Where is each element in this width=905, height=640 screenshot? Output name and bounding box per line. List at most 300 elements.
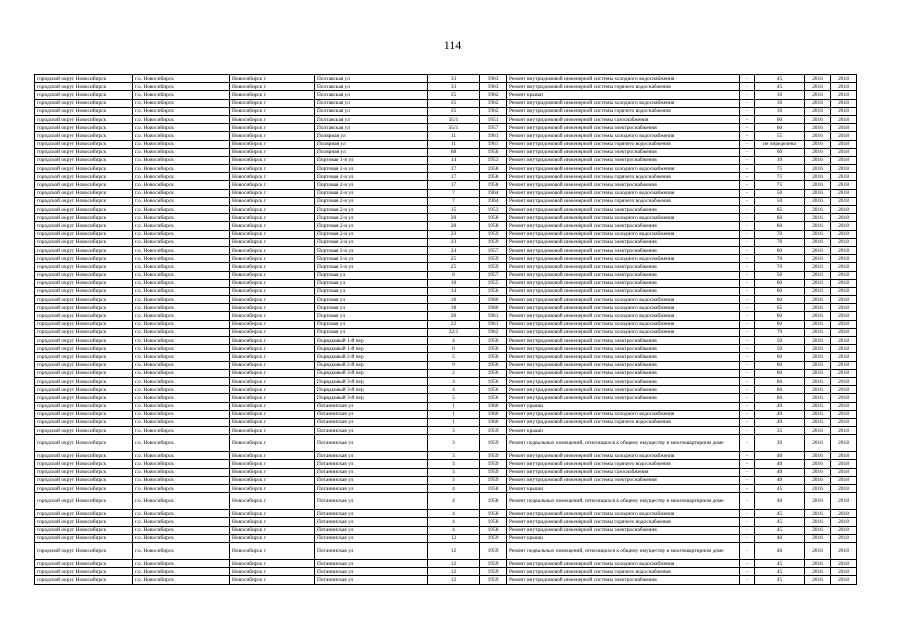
cell-dash: -	[740, 83, 755, 91]
cell-year-to: 2018	[831, 140, 857, 148]
cell-municipality: г.о. Новосибирск	[133, 107, 230, 115]
cell-municipal-district: городской округ Новосибирск	[35, 542, 133, 559]
cell-year-from: 2016	[805, 320, 831, 328]
cell-work-type: Ремонт подвальных помещений, относящихся к общему имуществу в многоквартирном доме	[507, 493, 740, 510]
cell-year-to: 2018	[831, 124, 857, 132]
cell-year-built: 1956	[480, 386, 507, 394]
cell-year-built: 1960	[480, 418, 507, 426]
cell-street: Потанинская ул	[315, 460, 428, 468]
cell-street: Полтавская ул	[315, 115, 428, 123]
cell-dash: -	[740, 271, 755, 279]
cell-year-built: 1958	[480, 165, 507, 173]
cell-locality: Новосибирск г	[230, 493, 315, 510]
table-row	[35, 418, 857, 426]
cell-cost: 39	[755, 435, 805, 452]
cell-municipal-district: городской округ Новосибирск	[35, 115, 133, 123]
cell-street: Потанинская ул	[315, 568, 428, 576]
cell-municipality: г.о. Новосибирск	[133, 246, 230, 254]
cell-work-type: Ремонт внутридомовой инженерной системы холодного водоснабжения	[507, 214, 740, 222]
cell-work-type: Ремонт внутридомовой инженерной системы электроснабжения	[507, 263, 740, 271]
cell-year-from: 2016	[805, 230, 831, 238]
cell-street: Порядковый 1-й пер	[315, 345, 428, 353]
cell-cost: 75	[755, 165, 805, 173]
cell-work-type: Ремонт крыши	[507, 485, 740, 493]
cell-locality: Новосибирск г	[230, 165, 315, 173]
cell-year-built: 1959	[480, 263, 507, 271]
cell-street: Портовая 2-я ул	[315, 263, 428, 271]
cell-year-built: 1959	[480, 568, 507, 576]
cell-locality: Новосибирск г	[230, 99, 315, 107]
cell-dash: -	[740, 263, 755, 271]
cell-year-to: 2018	[831, 197, 857, 205]
cell-municipal-district: городской округ Новосибирск	[35, 402, 133, 410]
cell-municipality: г.о. Новосибирск	[133, 427, 230, 435]
cell-cost: 60	[755, 296, 805, 304]
cell-house-number: 25	[428, 263, 480, 271]
cell-municipal-district: городской округ Новосибирск	[35, 304, 133, 312]
cell-cost: 40	[755, 493, 805, 510]
cell-house-number: 25	[428, 255, 480, 263]
cell-street: Порядковый 1-й пер	[315, 337, 428, 345]
cell-street: Портовая 2-я ул	[315, 189, 428, 197]
cell-year-from: 2016	[805, 410, 831, 418]
cell-cost: 70	[755, 255, 805, 263]
table-row	[35, 328, 857, 336]
cell-year-to: 2018	[831, 542, 857, 559]
cell-locality: Новосибирск г	[230, 238, 315, 246]
cell-year-to: 2018	[831, 255, 857, 263]
cell-street: Потанинская ул	[315, 435, 428, 452]
cell-house-number: 20	[428, 312, 480, 320]
cell-street: Порядковый 2-й пер	[315, 361, 428, 369]
cell-municipal-district: городской округ Новосибирск	[35, 271, 133, 279]
cell-locality: Новосибирск г	[230, 435, 315, 452]
cell-municipality: г.о. Новосибирск	[133, 345, 230, 353]
cell-year-to: 2018	[831, 238, 857, 246]
table-body	[35, 75, 857, 585]
cell-dash: -	[740, 460, 755, 468]
cell-house-number: 3	[428, 468, 480, 476]
cell-municipality: г.о. Новосибирск	[133, 435, 230, 452]
cell-cost: 10	[755, 107, 805, 115]
cell-locality: Новосибирск г	[230, 345, 315, 353]
cell-year-to: 2018	[831, 312, 857, 320]
cell-year-built: 1959	[480, 238, 507, 246]
cell-locality: Новосибирск г	[230, 107, 315, 115]
cell-dash: -	[740, 107, 755, 115]
cell-work-type: Ремонт внутридомовой инженерной системы холодного водоснабжения	[507, 320, 740, 328]
cell-dash: -	[740, 345, 755, 353]
cell-house-number: 8	[428, 271, 480, 279]
cell-work-type: Ремонт внутридомовой инженерной системы горячего водоснабжения	[507, 418, 740, 426]
cell-locality: Новосибирск г	[230, 156, 315, 164]
cell-cost: 40	[755, 476, 805, 484]
cell-street: Портовая 2-я ул	[315, 206, 428, 214]
cell-house-number: 3	[428, 427, 480, 435]
cell-work-type: Ремонт внутридомовой инженерной системы холодного водоснабжения	[507, 559, 740, 567]
cell-locality: Новосибирск г	[230, 559, 315, 567]
cell-year-to: 2018	[831, 493, 857, 510]
table-row	[35, 99, 857, 107]
cell-dash: -	[740, 189, 755, 197]
cell-municipal-district: городской округ Новосибирск	[35, 246, 133, 254]
cell-locality: Новосибирск г	[230, 115, 315, 123]
cell-year-to: 2018	[831, 91, 857, 99]
cell-house-number: 68	[428, 148, 480, 156]
cell-municipal-district: городской округ Новосибирск	[35, 510, 133, 518]
cell-year-built: 1956	[480, 361, 507, 369]
cell-year-to: 2018	[831, 75, 857, 83]
cell-municipality: г.о. Новосибирск	[133, 377, 230, 385]
cell-municipal-district: городской округ Новосибирск	[35, 75, 133, 83]
table-row	[35, 189, 857, 197]
cell-municipality: г.о. Новосибирск	[133, 206, 230, 214]
cell-year-built: 1956	[480, 353, 507, 361]
cell-street: Потанинская ул	[315, 542, 428, 559]
cell-house-number: 12	[428, 534, 480, 542]
cell-municipal-district: городской округ Новосибирск	[35, 418, 133, 426]
cell-dash: -	[740, 518, 755, 526]
cell-year-from: 2016	[805, 263, 831, 271]
cell-year-to: 2018	[831, 206, 857, 214]
cell-municipal-district: городской округ Новосибирск	[35, 132, 133, 140]
cell-house-number: 3	[428, 452, 480, 460]
cell-dash: -	[740, 476, 755, 484]
cell-locality: Новосибирск г	[230, 386, 315, 394]
cell-work-type: Ремонт внутридомовой инженерной системы электроснабжения	[507, 526, 740, 534]
cell-work-type: Ремонт внутридомовой инженерной системы горячего водоснабжения	[507, 173, 740, 181]
cell-year-built: 1961	[480, 132, 507, 140]
cell-municipal-district: городской округ Новосибирск	[35, 279, 133, 287]
cell-cost: 50	[755, 271, 805, 279]
cell-work-type: Ремонт крыши	[507, 534, 740, 542]
cell-locality: Новосибирск г	[230, 542, 315, 559]
cell-street: Портовая ул	[315, 287, 428, 295]
cell-year-to: 2018	[831, 337, 857, 345]
cell-year-from: 2016	[805, 361, 831, 369]
cell-municipal-district: городской округ Новосибирск	[35, 493, 133, 510]
table-row	[35, 353, 857, 361]
cell-dash: -	[740, 115, 755, 123]
cell-dash: -	[740, 576, 755, 584]
cell-dash: -	[740, 542, 755, 559]
cell-year-from: 2016	[805, 279, 831, 287]
cell-dash: -	[740, 568, 755, 576]
cell-house-number: 23	[428, 238, 480, 246]
cell-locality: Новосибирск г	[230, 534, 315, 542]
table-row	[35, 124, 857, 132]
table-row	[35, 510, 857, 518]
cell-dash: -	[740, 493, 755, 510]
table-row	[35, 156, 857, 164]
cell-year-built: 1962	[480, 91, 507, 99]
cell-cost: 60	[755, 377, 805, 385]
table-row	[35, 83, 857, 91]
cell-municipality: г.о. Новосибирск	[133, 402, 230, 410]
cell-dash: -	[740, 124, 755, 132]
cell-work-type: Ремонт внутридомовой инженерной системы газоснабжения	[507, 115, 740, 123]
cell-year-to: 2018	[831, 427, 857, 435]
cell-cost: 70	[755, 328, 805, 336]
cell-municipal-district: городской округ Новосибирск	[35, 165, 133, 173]
cell-dash: -	[740, 296, 755, 304]
cell-year-to: 2018	[831, 518, 857, 526]
cell-year-built: 1958	[480, 526, 507, 534]
cell-year-from: 2016	[805, 468, 831, 476]
cell-municipality: г.о. Новосибирск	[133, 255, 230, 263]
cell-house-number: 2	[428, 369, 480, 377]
table-row	[35, 568, 857, 576]
cell-municipal-district: городской округ Новосибирск	[35, 189, 133, 197]
cell-year-built: 1960	[480, 296, 507, 304]
cell-locality: Новосибирск г	[230, 518, 315, 526]
cell-locality: Новосибирск г	[230, 83, 315, 91]
table-row	[35, 255, 857, 263]
cell-locality: Новосибирск г	[230, 91, 315, 99]
cell-year-built: 1959	[480, 576, 507, 584]
cell-work-type: Ремонт внутридомовой инженерной системы горячего водоснабжения	[507, 107, 740, 115]
cell-house-number: 24	[428, 246, 480, 254]
table-row	[35, 369, 857, 377]
cell-municipality: г.о. Новосибирск	[133, 173, 230, 181]
cell-year-built: 1959	[480, 559, 507, 567]
cell-work-type: Ремонт внутридомовой инженерной системы электроснабжения	[507, 361, 740, 369]
cell-municipality: г.о. Новосибирск	[133, 526, 230, 534]
cell-work-type: Ремонт подвальных помещений, относящихся к общему имуществу в многоквартирном доме	[507, 542, 740, 559]
cell-municipal-district: городской округ Новосибирск	[35, 124, 133, 132]
cell-cost: 50	[755, 337, 805, 345]
cell-year-from: 2016	[805, 337, 831, 345]
table-row	[35, 140, 857, 148]
cell-work-type: Ремонт внутридомовой инженерной системы холодного водоснабжения	[507, 304, 740, 312]
cell-year-built: 1957	[480, 246, 507, 254]
cell-cost: 55	[755, 132, 805, 140]
cell-year-from: 2016	[805, 435, 831, 452]
cell-year-to: 2018	[831, 361, 857, 369]
cell-work-type: Ремонт внутридомовой инженерной системы электроснабжения	[507, 377, 740, 385]
cell-year-from: 2016	[805, 214, 831, 222]
table-row	[35, 435, 857, 452]
cell-street: Портовая 2-я ул	[315, 197, 428, 205]
table-row	[35, 377, 857, 385]
cell-dash: -	[740, 410, 755, 418]
cell-year-from: 2016	[805, 296, 831, 304]
cell-house-number: 5	[428, 394, 480, 402]
cell-dash: -	[740, 328, 755, 336]
cell-dash: -	[740, 386, 755, 394]
cell-year-built: 1955	[480, 279, 507, 287]
cell-locality: Новосибирск г	[230, 189, 315, 197]
cell-cost: 10	[755, 156, 805, 164]
cell-house-number: 12	[428, 568, 480, 576]
cell-dash: -	[740, 206, 755, 214]
cell-work-type: Ремонт внутридомовой инженерной системы холодного водоснабжения	[507, 132, 740, 140]
cell-year-from: 2016	[805, 418, 831, 426]
cell-dash: -	[740, 246, 755, 254]
cell-year-from: 2016	[805, 197, 831, 205]
cell-cost: 70	[755, 263, 805, 271]
cell-municipality: г.о. Новосибирск	[133, 559, 230, 567]
cell-year-to: 2018	[831, 460, 857, 468]
cell-locality: Новосибирск г	[230, 361, 315, 369]
cell-municipal-district: городской округ Новосибирск	[35, 255, 133, 263]
cell-work-type: Ремонт внутридомовой инженерной системы электроснабжения	[507, 222, 740, 230]
cell-municipal-district: городской округ Новосибирск	[35, 518, 133, 526]
cell-year-built: 1958	[480, 485, 507, 493]
cell-house-number: 35	[428, 107, 480, 115]
cell-house-number: 5	[428, 353, 480, 361]
cell-municipal-district: городской округ Новосибирск	[35, 214, 133, 222]
cell-dash: -	[740, 238, 755, 246]
cell-year-from: 2016	[805, 206, 831, 214]
cell-cost: 40	[755, 542, 805, 559]
cell-year-built: 1962	[480, 328, 507, 336]
cell-year-from: 2016	[805, 91, 831, 99]
cell-year-to: 2018	[831, 468, 857, 476]
cell-work-type: Ремонт внутридомовой инженерной системы электроснабжения	[507, 124, 740, 132]
cell-cost: 60	[755, 148, 805, 156]
cell-municipal-district: городской округ Новосибирск	[35, 181, 133, 189]
cell-municipality: г.о. Новосибирск	[133, 181, 230, 189]
table-row	[35, 542, 857, 559]
cell-municipal-district: городской округ Новосибирск	[35, 476, 133, 484]
cell-year-built: 1964	[480, 197, 507, 205]
cell-dash: -	[740, 485, 755, 493]
cell-house-number: 4	[428, 485, 480, 493]
cell-year-from: 2016	[805, 369, 831, 377]
cell-year-to: 2018	[831, 287, 857, 295]
cell-year-built: 1964	[480, 189, 507, 197]
table-row	[35, 238, 857, 246]
cell-street: Портовая 2-я ул	[315, 181, 428, 189]
cell-year-built: 1960	[480, 304, 507, 312]
cell-year-built: 1958	[480, 518, 507, 526]
cell-year-from: 2016	[805, 181, 831, 189]
cell-year-from: 2016	[805, 312, 831, 320]
cell-cost: 60	[755, 320, 805, 328]
cell-municipal-district: городской округ Новосибирск	[35, 140, 133, 148]
cell-year-to: 2018	[831, 320, 857, 328]
cell-work-type: Ремонт крыши	[507, 91, 740, 99]
page-number: 114	[443, 38, 462, 52]
cell-street: Потанинская ул	[315, 468, 428, 476]
cell-house-number: 10	[428, 279, 480, 287]
table-row	[35, 263, 857, 271]
cell-work-type: Ремонт внутридомовой инженерной системы электроснабжения	[507, 206, 740, 214]
cell-work-type: Ремонт внутридомовой инженерной системы холодного водоснабжения	[507, 410, 740, 418]
cell-house-number: 18	[428, 304, 480, 312]
cell-work-type: Ремонт внутридомовой инженерной системы электроснабжения	[507, 287, 740, 295]
cell-cost: 60	[755, 287, 805, 295]
cell-cost: 50	[755, 197, 805, 205]
cell-year-to: 2018	[831, 271, 857, 279]
cell-municipal-district: городской округ Новосибирск	[35, 576, 133, 584]
cell-municipality: г.о. Новосибирск	[133, 361, 230, 369]
cell-municipal-district: городской округ Новосибирск	[35, 485, 133, 493]
cell-year-from: 2016	[805, 132, 831, 140]
cell-municipal-district: городской округ Новосибирск	[35, 148, 133, 156]
cell-municipality: г.о. Новосибирск	[133, 99, 230, 107]
cell-year-built: 1959	[480, 452, 507, 460]
cell-year-from: 2016	[805, 246, 831, 254]
table-row	[35, 107, 857, 115]
cell-municipal-district: городской округ Новосибирск	[35, 361, 133, 369]
cell-municipal-district: городской округ Новосибирск	[35, 394, 133, 402]
cell-municipal-district: городской округ Новосибирск	[35, 320, 133, 328]
cell-work-type: Ремонт внутридомовой инженерной системы электроснабжения	[507, 337, 740, 345]
cell-dash: -	[740, 534, 755, 542]
cell-work-type: Ремонт внутридомовой инженерной системы холодного водоснабжения	[507, 510, 740, 518]
cell-dash: -	[740, 230, 755, 238]
table-row	[35, 246, 857, 254]
cell-work-type: Ремонт крыши	[507, 427, 740, 435]
cell-year-to: 2018	[831, 576, 857, 584]
table-row	[35, 271, 857, 279]
cell-municipality: г.о. Новосибирск	[133, 337, 230, 345]
cell-street: Полтавская ул	[315, 75, 428, 83]
cell-house-number: 4	[428, 526, 480, 534]
cell-municipal-district: городской округ Новосибирск	[35, 312, 133, 320]
table-row	[35, 337, 857, 345]
cell-municipality: г.о. Новосибирск	[133, 132, 230, 140]
cell-municipal-district: городской округ Новосибирск	[35, 337, 133, 345]
cell-year-built: 1956	[480, 369, 507, 377]
cell-work-type: Ремонт внутридомовой инженерной системы электроснабжения	[507, 181, 740, 189]
cell-house-number: 14	[428, 287, 480, 295]
cell-year-from: 2016	[805, 510, 831, 518]
cell-year-built: 1961	[480, 320, 507, 328]
cell-municipality: г.о. Новосибирск	[133, 476, 230, 484]
table-row	[35, 559, 857, 567]
cell-work-type: Ремонт внутридомовой инженерной системы электроснабжения	[507, 238, 740, 246]
cell-year-from: 2016	[805, 377, 831, 385]
cell-year-to: 2018	[831, 222, 857, 230]
cell-year-from: 2016	[805, 115, 831, 123]
cell-municipal-district: городской округ Новосибирск	[35, 435, 133, 452]
cell-work-type: Ремонт внутридомовой инженерной системы электроснабжения	[507, 353, 740, 361]
cell-work-type: Ремонт внутридомовой инженерной системы электроснабжения	[507, 386, 740, 394]
cell-work-type: Ремонт внутридомовой инженерной системы горячего водоснабжения	[507, 140, 740, 148]
cell-year-to: 2018	[831, 353, 857, 361]
cell-year-from: 2016	[805, 83, 831, 91]
cell-locality: Новосибирск г	[230, 255, 315, 263]
cell-dash: -	[740, 353, 755, 361]
cell-dash: -	[740, 435, 755, 452]
cell-cost: 45	[755, 518, 805, 526]
cell-year-from: 2016	[805, 493, 831, 510]
cell-dash: -	[740, 181, 755, 189]
cell-municipal-district: городской округ Новосибирск	[35, 468, 133, 476]
cell-house-number: 11	[428, 132, 480, 140]
cell-year-to: 2018	[831, 304, 857, 312]
table-row	[35, 576, 857, 584]
cell-house-number: 33	[428, 83, 480, 91]
cell-municipality: г.о. Новосибирск	[133, 568, 230, 576]
cell-house-number: 35/1	[428, 124, 480, 132]
cell-municipality: г.о. Новосибирск	[133, 386, 230, 394]
cell-year-from: 2016	[805, 140, 831, 148]
cell-year-from: 2016	[805, 460, 831, 468]
cell-municipal-district: городской округ Новосибирск	[35, 534, 133, 542]
cell-house-number: 12	[428, 576, 480, 584]
cell-locality: Новосибирск г	[230, 452, 315, 460]
cell-work-type: Ремонт внутридомовой инженерной системы электроснабжения	[507, 369, 740, 377]
cell-year-from: 2016	[805, 124, 831, 132]
cell-street: Потанинская ул	[315, 510, 428, 518]
cell-work-type: Ремонт внутридомовой инженерной системы холодного водоснабжения	[507, 452, 740, 460]
cell-municipality: г.о. Новосибирск	[133, 91, 230, 99]
cell-municipal-district: городской округ Новосибирск	[35, 91, 133, 99]
